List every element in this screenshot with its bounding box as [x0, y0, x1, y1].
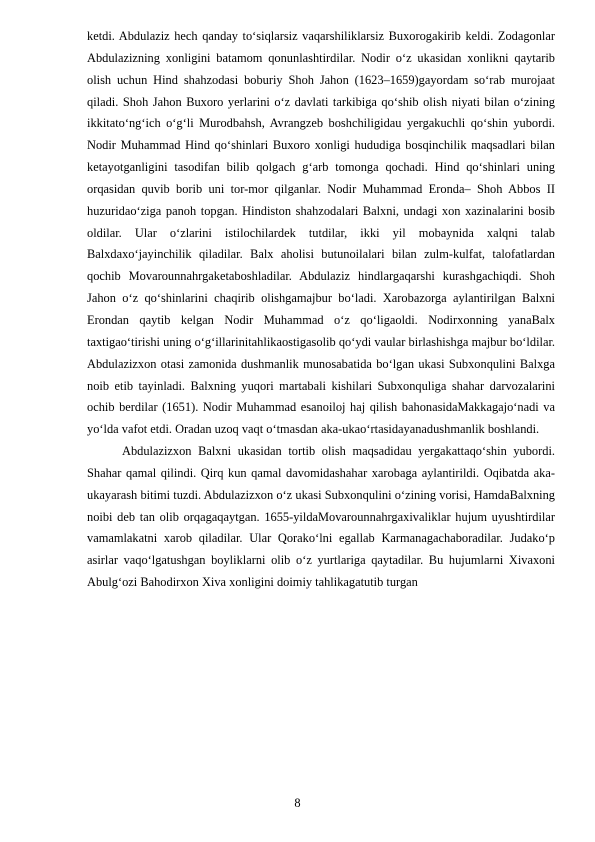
paragraph-2: Abdulazizxon Balxni ukasidan tortib olish maqsadidau yergakattaqo‘shin yubordi. Shahar qamal qilindi. Qirq kun qamal davomidashahar xarobaga aylantirildi. Oqibatda aka-ukayarash bitimi tuzdi. Abdulazizxon o‘z ukasi Subxonqulini o‘zining vorisi, HamdaBalxning noibi deb tan olib orqagaqaytgan. 1655-yildaMovarounnahrgaxivaliklar hujum uyushtirdilar vamamlakatni xarob qiladilar. Ular Qorako‘lni egallab Karmanagachaboradilar. Judako‘p asirlar vaqo‘lgatushgan boyliklarni olib o‘z yurtlariga qaytadilar. Bu hujumlarni Xivaxoni Abulg‘ozi Bahodirxon Xiva xonligini doimiy tahlikagatutib turgan [87, 444, 555, 590]
document-body [87, 26, 555, 594]
paragraph-1: ketdi. Abdulaziz hech qanday to‘siqlarsiz vaqarshiliklarsiz Buxorogakirib keldi. Zodagonlar Abdulazizning xonligini batamom qonunlashtirdilar. Nodir o‘z ukasidan xonlikni qaytarib olish uchun Hind shahzodasi boburiy Shoh Jahon (1623–1659)gayordam so‘rab murojaat qiladi. Shoh Jahon Buxoro yerlarini o‘z davlati tarkibiga qo‘shib olish niyati bilan o‘zining ikkitato‘ng‘ich o‘g‘li Murodbahsh, Avrangzeb boshchiligidau yergakuchli qo‘shin yubordi. Nodir Muhammad Hind qo‘shinlari Buxoro xonligi hududiga bosqinchilik maqsadlari bilan ketayotganligini tasodifan bilib qolgach g‘arb tomonga qochadi. Hind qo‘shinlari uning orqasidan quvib borib uni tor-mor qilganlar. Nodir Muhammad Eronda– Shoh Abbos II huzuridao‘ziga panoh topgan. Hindiston shahzodalari Balxni, undagi xon xazinalarini bosib oldilar. Ular o‘zlarini istilochilardek tutdilar, ikki yil mobaynida xalqni talab Balxdaxo‘jayinchilik qiladilar. Balx aholisi butunoilalari bilan zulm-kulfat, talofatlardan qochib Movarounnahrgaketaboshladilar. Abdulaziz hindlargaqarshi kurashgachiqdi. Shoh Jahon o‘z qo‘shinlarini chaqirib olishgamajbur bo‘ladi. Xarobazorga aylantirilgan Balxni Erondan qaytib kelgan Nodir Muhammad o‘z qo‘ligaoldi. Nodirxonning yanaBalx taxtigao‘tirishi uning o‘g‘illarinitahlikaostigasolib qo‘ydi vaular birlashishga majbur bo‘ldilar. Abdulazizxon otasi zamonida dushmanlik munosabatida bo‘lgan ukasi Subxonqulini Balxga noib etib tayinladi. Balxning yuqori martabali kishilari Subxonquliga shahar darvozalarini ochib berdilar (1651). Nodir Muhammad esanoiloj haj qilish bahonasidaMakkagajo‘nadi va yo‘lda vafot etdi. Oradan uzoq vaqt o‘tmasdan aka-ukao‘rtasidayanadushmanlik boshlandi. [87, 29, 555, 437]
page-number: 8 [294, 796, 301, 810]
